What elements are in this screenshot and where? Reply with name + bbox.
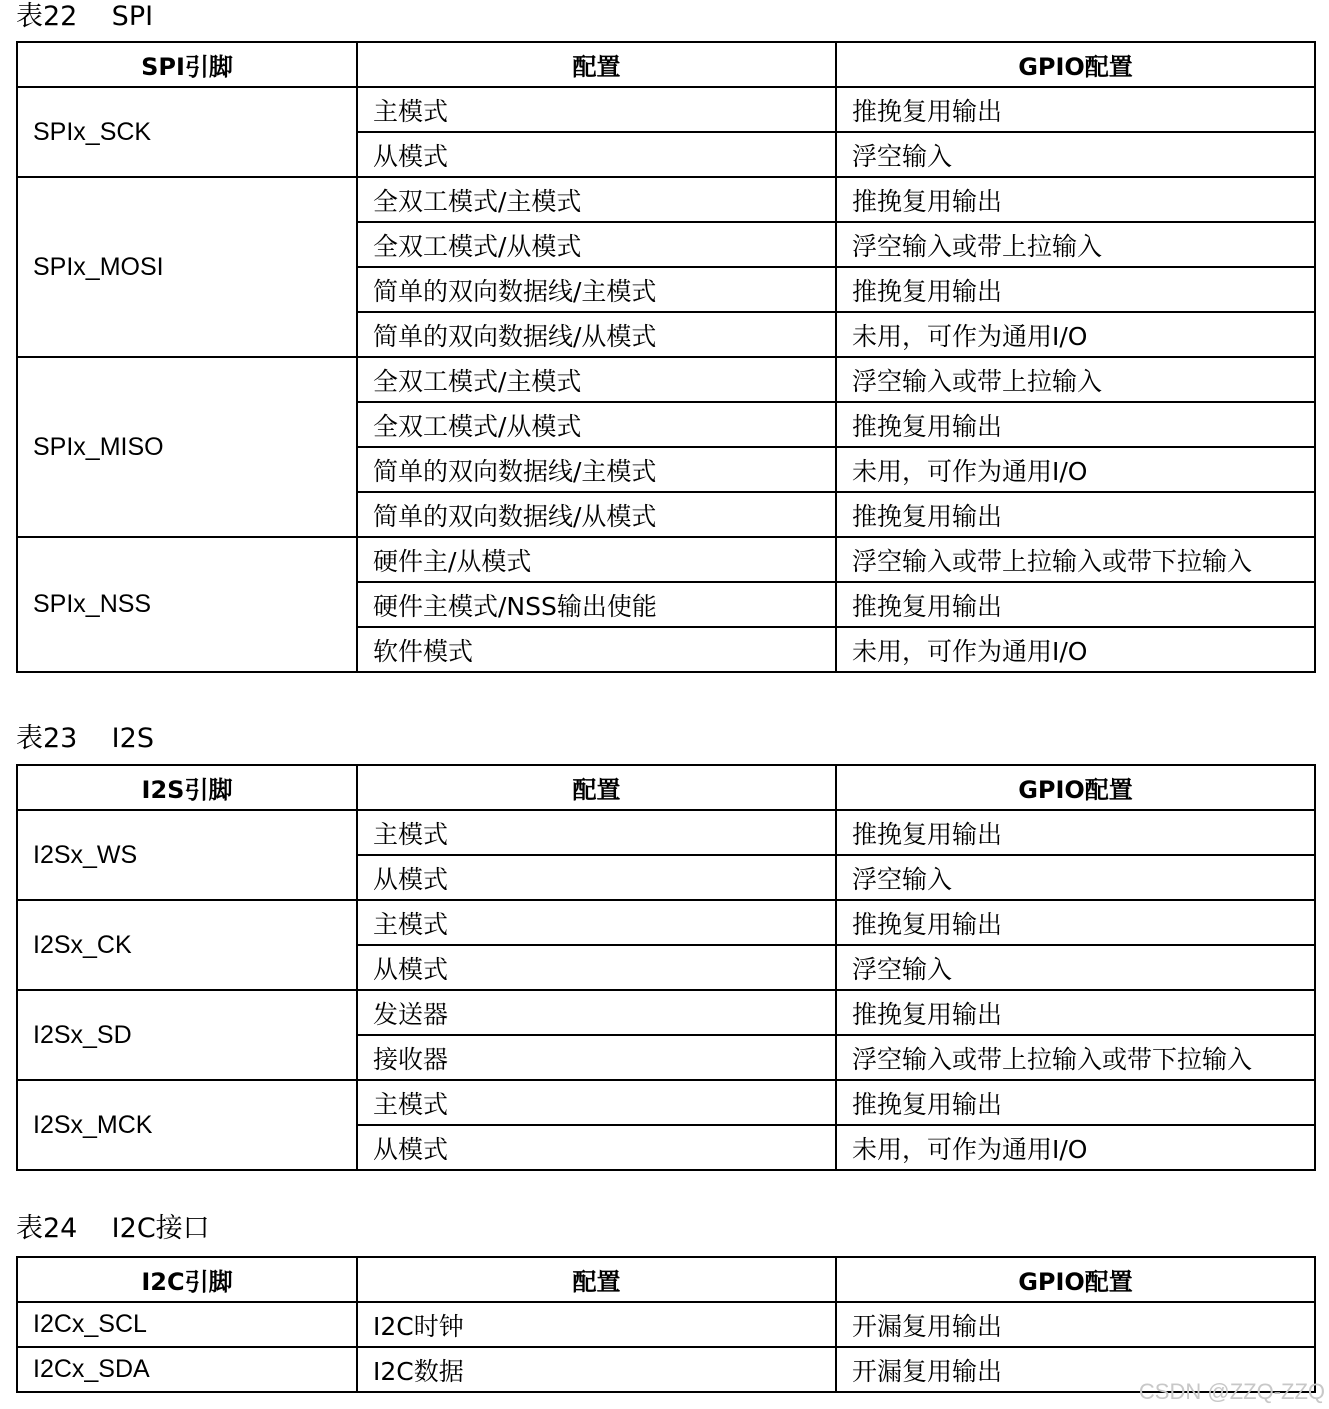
table-row xyxy=(17,1080,1315,1125)
table-row xyxy=(17,1302,1315,1347)
gpio-cell: 开漏复用输出 xyxy=(836,1347,1315,1392)
gpio-cell: 推挽复用输出 xyxy=(836,402,1315,447)
pin-cell: I2Sx_SD xyxy=(17,990,357,1080)
table-row xyxy=(17,177,1315,222)
config-cell: 简单的双向数据线/从模式 xyxy=(357,312,836,357)
table-caption-i2s: 表23 I2S xyxy=(16,723,154,754)
table-row xyxy=(17,810,1315,855)
i2s-table xyxy=(16,764,1316,1171)
gpio-header: GPIO配置 xyxy=(836,42,1315,87)
pin-cell: I2Sx_MCK xyxy=(17,1080,357,1170)
gpio-cell: 浮空输入 xyxy=(836,945,1315,990)
config-cell: 主模式 xyxy=(357,900,836,945)
gpio-cell: 未用，可作为通用I/O xyxy=(836,312,1315,357)
gpio-cell: 推挽复用输出 xyxy=(836,492,1315,537)
config-cell: 全双工模式/主模式 xyxy=(357,177,836,222)
config-cell: 软件模式 xyxy=(357,627,836,672)
header-row xyxy=(17,1257,1315,1302)
config-header: 配置 xyxy=(357,42,836,87)
gpio-cell: 开漏复用输出 xyxy=(836,1302,1315,1347)
config-cell: I2C时钟 xyxy=(357,1302,836,1347)
gpio-cell: 推挽复用输出 xyxy=(836,87,1315,132)
config-cell: 全双工模式/主模式 xyxy=(357,357,836,402)
table-row xyxy=(17,537,1315,582)
gpio-header: GPIO配置 xyxy=(836,1257,1315,1302)
config-cell: 发送器 xyxy=(357,990,836,1035)
config-cell: 从模式 xyxy=(357,132,836,177)
pin-cell: I2Cx_SDA xyxy=(17,1347,357,1392)
config-cell: 简单的双向数据线/主模式 xyxy=(357,447,836,492)
table-caption-spi: 表22 SPI xyxy=(16,1,154,32)
watermark: CSDN @ZZQ-ZZQ xyxy=(1138,1379,1325,1404)
config-cell: 全双工模式/从模式 xyxy=(357,402,836,447)
pin-header: I2S引脚 xyxy=(17,765,357,810)
gpio-cell: 浮空输入或带上拉输入或带下拉输入 xyxy=(836,1035,1315,1080)
table-row xyxy=(17,87,1315,132)
config-cell: I2C数据 xyxy=(357,1347,836,1392)
pin-cell: SPIx_MOSI xyxy=(17,177,357,357)
gpio-cell: 浮空输入或带上拉输入 xyxy=(836,357,1315,402)
gpio-cell: 浮空输入 xyxy=(836,132,1315,177)
table-row xyxy=(17,900,1315,945)
gpio-cell: 推挽复用输出 xyxy=(836,267,1315,312)
gpio-cell: 浮空输入或带上拉输入 xyxy=(836,222,1315,267)
config-cell: 硬件主模式/NSS输出使能 xyxy=(357,582,836,627)
gpio-cell: 未用，可作为通用I/O xyxy=(836,447,1315,492)
gpio-cell: 浮空输入或带上拉输入或带下拉输入 xyxy=(836,537,1315,582)
pin-cell: SPIx_NSS xyxy=(17,537,357,672)
config-cell: 从模式 xyxy=(357,945,836,990)
table-row xyxy=(17,357,1315,402)
pin-cell: SPIx_MISO xyxy=(17,357,357,537)
spi-table xyxy=(16,41,1316,673)
config-cell: 从模式 xyxy=(357,1125,836,1170)
i2c-table xyxy=(16,1256,1316,1393)
gpio-cell: 推挽复用输出 xyxy=(836,990,1315,1035)
pin-cell: I2Sx_CK xyxy=(17,900,357,990)
table-caption-i2c: 表24 I2C接口 xyxy=(16,1213,210,1244)
gpio-cell: 推挽复用输出 xyxy=(836,900,1315,945)
pin-cell: SPIx_SCK xyxy=(17,87,357,177)
config-cell: 主模式 xyxy=(357,810,836,855)
pin-header: SPI引脚 xyxy=(17,42,357,87)
config-cell: 全双工模式/从模式 xyxy=(357,222,836,267)
gpio-cell: 未用，可作为通用I/O xyxy=(836,627,1315,672)
header-row xyxy=(17,42,1315,87)
pin-cell: I2Cx_SCL xyxy=(17,1302,357,1347)
config-cell: 简单的双向数据线/从模式 xyxy=(357,492,836,537)
header-row xyxy=(17,765,1315,810)
config-cell: 主模式 xyxy=(357,1080,836,1125)
config-cell: 主模式 xyxy=(357,87,836,132)
gpio-cell: 推挽复用输出 xyxy=(836,810,1315,855)
gpio-header: GPIO配置 xyxy=(836,765,1315,810)
table-row xyxy=(17,1347,1315,1392)
config-cell: 接收器 xyxy=(357,1035,836,1080)
gpio-cell: 推挽复用输出 xyxy=(836,582,1315,627)
gpio-cell: 浮空输入 xyxy=(836,855,1315,900)
config-header: 配置 xyxy=(357,765,836,810)
pin-cell: I2Sx_WS xyxy=(17,810,357,900)
gpio-cell: 未用，可作为通用I/O xyxy=(836,1125,1315,1170)
gpio-cell: 推挽复用输出 xyxy=(836,177,1315,222)
config-cell: 从模式 xyxy=(357,855,836,900)
config-header: 配置 xyxy=(357,1257,836,1302)
gpio-cell: 推挽复用输出 xyxy=(836,1080,1315,1125)
pin-header: I2C引脚 xyxy=(17,1257,357,1302)
config-cell: 简单的双向数据线/主模式 xyxy=(357,267,836,312)
table-row xyxy=(17,990,1315,1035)
config-cell: 硬件主/从模式 xyxy=(357,537,836,582)
